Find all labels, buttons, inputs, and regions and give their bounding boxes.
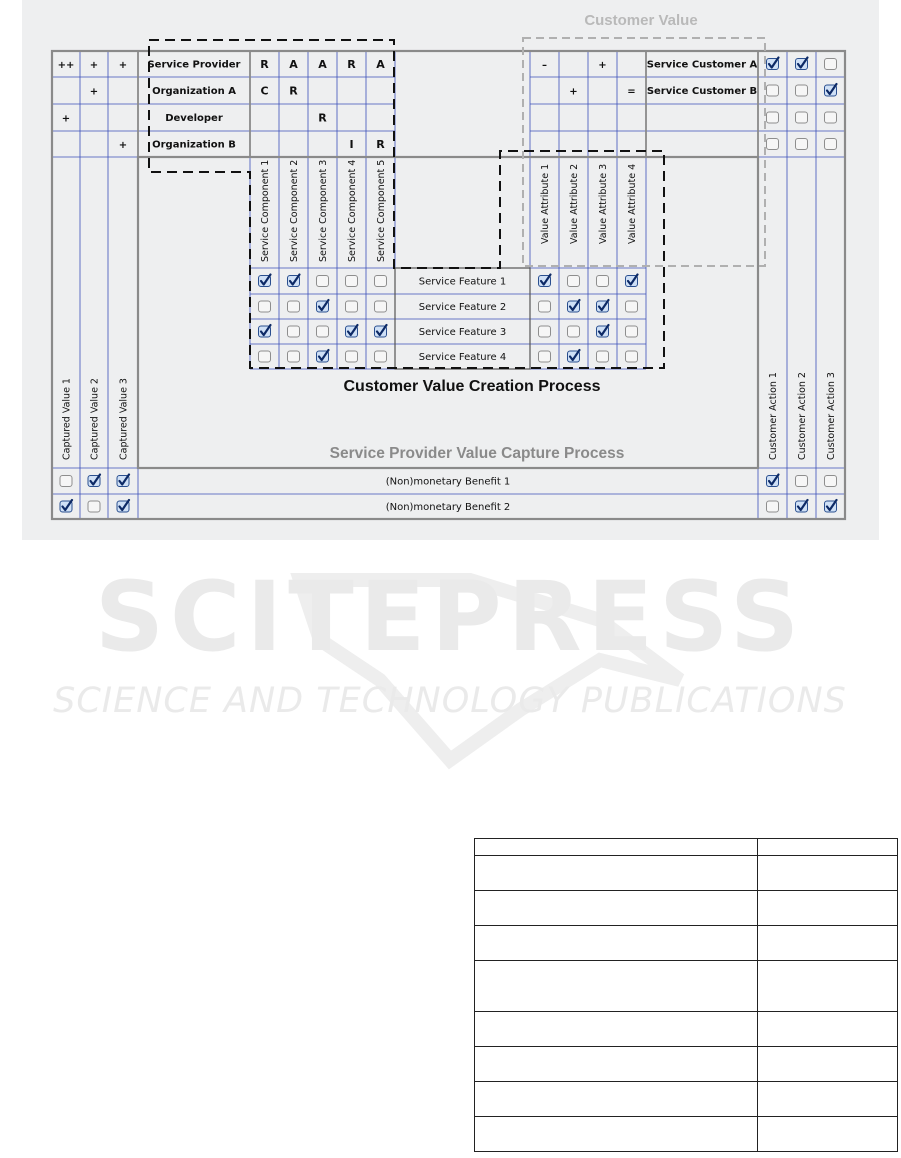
feature-component-checkbox [375,276,387,287]
customer-action-header: Customer Action 1 [768,372,779,460]
table-row [475,961,898,1012]
checkbox-frame [626,351,638,362]
feature-attribute-checkbox [597,351,609,362]
feature-component-checkbox [288,301,300,312]
feature-attribute-checkbox [539,275,551,287]
feature-component-checkbox [346,301,358,312]
customer-checkbox [825,84,837,96]
benefit-value-checkbox [88,475,100,487]
feature-attribute-checkbox [568,350,580,362]
service-component-header: Service Component 5 [376,159,387,262]
checkbox-frame [317,276,329,287]
raci-value: I [349,138,354,151]
customer-checkbox [796,58,808,70]
checkbox-frame [539,326,551,337]
checkbox-frame [346,301,358,312]
feature-component-checkbox [317,350,329,362]
table-cell [758,961,898,1012]
capture-process-title: Service Provider Value Capture Process [329,445,625,462]
checkbox-frame [288,301,300,312]
checkbox-frame [568,326,580,337]
table-cell [475,1082,758,1117]
feature-component-checkbox [288,351,300,362]
checkbox-frame [767,139,779,150]
checkbox-frame [346,351,358,362]
feature-name: Service Feature 2 [418,302,507,313]
provider-name: Service Provider [147,59,241,71]
empty-table [474,838,898,1152]
creation-process-title: Customer Value Creation Process [343,378,601,395]
provider-name: Organization A [152,86,236,97]
feature-name: Service Feature 4 [418,352,507,363]
checkbox-frame [796,85,808,96]
benefit-action-checkbox [796,476,808,487]
checkbox-frame [568,276,580,287]
watermark-main-text: SCITEPRESS [94,561,806,673]
feature-attribute-checkbox [597,276,609,287]
benefit-value-checkbox [60,500,72,512]
table-cell [475,961,758,1012]
customer-mark: = [627,86,636,98]
checkbox-frame [825,59,837,70]
provider-mark: + [89,60,99,71]
feature-attribute-checkbox [568,300,580,312]
customer-mark: + [569,86,578,98]
customer-checkbox [767,112,779,123]
checkbox-frame [375,351,387,362]
feature-component-checkbox [259,325,271,337]
raci-value: R [376,138,385,151]
customer-name: Service Customer A [646,59,758,71]
service-component-header: Service Component 1 [260,159,271,262]
table-cell [758,926,898,961]
customer-action-header: Customer Action 3 [826,372,837,460]
checkbox-frame [597,351,609,362]
provider-mark: + [89,86,99,98]
table-cell [475,891,758,926]
feature-attribute-checkbox [626,326,638,337]
provider-mark: ++ [57,60,75,71]
checkbox-frame [796,139,808,150]
table-cell [475,839,758,856]
feature-component-checkbox [259,275,271,287]
feature-component-checkbox [259,351,271,362]
value-attribute-header: Value Attribute 1 [540,163,551,244]
feature-attribute-checkbox [597,300,609,312]
feature-attribute-checkbox [568,276,580,287]
checkbox-frame [288,351,300,362]
checkbox-frame [767,112,779,123]
raci-value: R [289,84,298,98]
captured-value-header: Captured Value 1 [61,378,73,460]
provider-mark: + [118,60,128,71]
table-row [475,856,898,891]
customer-checkbox [825,139,837,150]
table-cell [475,1117,758,1152]
table-cell [758,1047,898,1082]
value-attribute-header: Value Attribute 3 [598,163,609,244]
checkbox-frame [796,112,808,123]
checkbox-frame [259,351,271,362]
provider-mark: + [118,140,128,151]
feature-component-checkbox [346,276,358,287]
table-header-row [475,839,898,856]
raci-value: R [260,58,269,71]
checkbox-frame [796,476,808,487]
table-cell [475,1047,758,1082]
watermark-sub-text: SCIENCE AND TECHNOLOGY PUBLICATIONS [53,681,847,721]
service-component-header: Service Component 4 [347,159,358,262]
checkbox-frame [88,501,100,512]
customer-action-header: Customer Action 2 [797,372,808,460]
feature-component-checkbox [346,351,358,362]
checkbox-frame [626,301,638,312]
raci-value: C [260,84,269,98]
feature-attribute-checkbox [539,351,551,362]
benefit-value-checkbox [60,476,72,487]
table-cell [758,1012,898,1047]
checkbox-frame [60,476,72,487]
raci-value: A [376,58,385,71]
raci-value: R [347,58,356,71]
checkbox-frame [825,476,837,487]
feature-component-checkbox [317,326,329,337]
raci-value: A [318,58,327,71]
checkbox-frame [626,326,638,337]
benefit-value-checkbox [117,475,129,487]
table-cell [475,856,758,891]
table-cell [758,856,898,891]
service-component-header: Service Component 3 [318,159,329,262]
customer-name: Service Customer B [646,86,758,97]
checkbox-frame [539,351,551,362]
watermark-emblem [300,580,680,760]
checkbox-frame [767,85,779,96]
feature-component-checkbox [375,351,387,362]
checkbox-frame [767,501,779,512]
table-cell [475,926,758,961]
benefit-action-checkbox [825,476,837,487]
captured-value-header: Captured Value 2 [89,378,101,460]
feature-attribute-checkbox [539,326,551,337]
feature-component-checkbox [259,301,271,312]
checkbox-frame [259,301,271,312]
feature-name: Service Feature 1 [418,276,507,288]
customer-checkbox [767,85,779,96]
customer-checkbox [796,139,808,150]
customer-checkbox [767,58,779,70]
checkbox-frame [825,139,837,150]
feature-component-checkbox [375,325,387,337]
feature-component-checkbox [346,325,358,337]
checkbox-frame [288,326,300,337]
customer-checkbox [796,112,808,123]
benefit-value-checkbox [117,500,129,512]
feature-attribute-checkbox [626,301,638,312]
benefit-action-checkbox [767,475,779,487]
table-cell [758,891,898,926]
feature-attribute-checkbox [626,351,638,362]
customer-value-title: Customer Value [584,12,698,29]
customer-mark: + [598,60,607,71]
feature-component-checkbox [375,301,387,312]
table-cell [758,1117,898,1152]
customer-checkbox [767,139,779,150]
provider-mark: + [61,113,71,125]
table-cell [758,1082,898,1117]
checkbox-frame [317,326,329,337]
table-cell [758,839,898,856]
value-attribute-header: Value Attribute 2 [569,163,580,244]
benefit-action-checkbox [825,500,837,512]
checkbox-frame [375,301,387,312]
feature-attribute-checkbox [597,325,609,337]
table-row [475,1117,898,1152]
table-cell [475,1012,758,1047]
provider-name: Organization B [152,139,236,151]
benefit-action-checkbox [796,500,808,512]
customer-checkbox [825,59,837,70]
checkbox-frame [539,301,551,312]
customer-value-diagram [0,0,901,560]
value-attribute-header: Value Attribute 4 [627,163,638,244]
benefit-value-checkbox [88,501,100,512]
raci-value: A [289,58,298,71]
feature-attribute-checkbox [626,275,638,287]
feature-component-checkbox [288,275,300,287]
table-row [475,1012,898,1047]
scitepress-watermark [0,560,901,780]
feature-attribute-checkbox [539,301,551,312]
service-component-header: Service Component 2 [289,159,300,262]
feature-attribute-checkbox [568,326,580,337]
table-row [475,926,898,961]
benefit-name: (Non)monetary Benefit 2 [385,502,511,513]
feature-component-checkbox [288,326,300,337]
customer-checkbox [825,112,837,123]
customer-checkbox [796,85,808,96]
table-row [475,891,898,926]
provider-name: Developer [165,113,223,124]
feature-name: Service Feature 3 [418,327,507,338]
checkbox-frame [597,276,609,287]
feature-component-checkbox [317,300,329,312]
table-row [475,1047,898,1082]
checkbox-frame [346,276,358,287]
checkbox-frame [375,276,387,287]
checkbox-frame [825,112,837,123]
captured-value-header: Captured Value 3 [118,378,130,460]
raci-value: R [318,111,327,125]
customer-mark: – [542,60,547,71]
feature-component-checkbox [317,276,329,287]
benefit-name: (Non)monetary Benefit 1 [385,476,511,488]
table-row [475,1082,898,1117]
benefit-action-checkbox [767,501,779,512]
